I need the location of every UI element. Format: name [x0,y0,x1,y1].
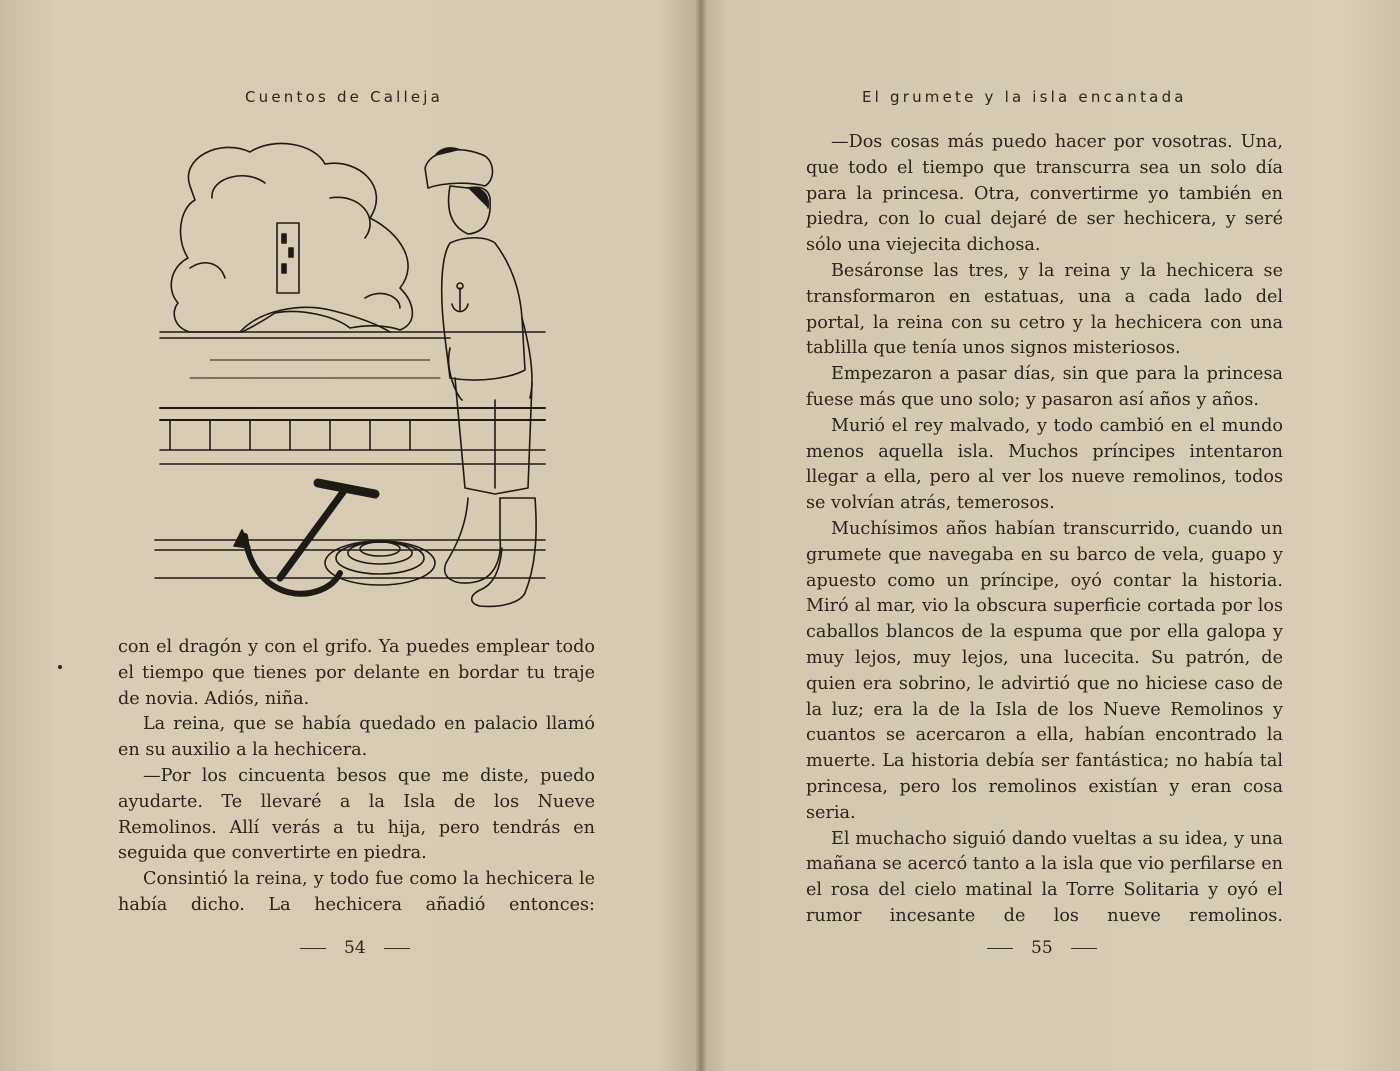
paragraph: La reina, que se había quedado en palacio llamó en su auxilio a la hechicera. [118,714,595,761]
left-page [0,0,698,1071]
sailor-boy-illustration [150,138,560,618]
folio-dash [1071,948,1097,949]
paragraph: Murió el rey malvado, y todo cambió en el mundo menos aquella isla. Muchos príncipes intentaron llegar a ella, pero al ver los nueve remolinos, todos se volvían atrás, temerosos. [806,415,1283,514]
paragraph: Besáronse las tres, y la reina y la hechicera se transformaron en estatuas, una a cada lado del portal, la reina con su cetro y la hechicera con una tablilla que tenía unos signos misteriosos. [806,260,1283,359]
left-page-text [118,635,595,919]
paragraph: Muchísimos años habían transcurrido, cuando un grumete que navegaba en su barco de vela, guapo y apuesto como un príncipe, oyó contar la historia. Miró al mar, vio la obscura superficie cortada por los caballos blancos de la espuma que por ella galopa y muy lejos, muy lejos, una lucecita. Su patrón, de quien era sobrino, le advirtió que no hiciese caso de la luz; era la de la Isla de los Nueve Remolinos y cuantos se acercaron a ella, habían encontrado la muerte. La historia debía ser fantástica; no había tal princesa, pero los remolinos existían y eran cosa seria. [806,518,1283,823]
right-running-head: El grumete y la isla encantada [862,88,1187,106]
paragraph: —Por los cincuenta besos que me diste, puedo ayudarte. Te llevaré a la Isla de los Nueve Remolinos. Allí verás a tu hija, pero tendrás en seguida que convertirte en piedra. [118,765,595,864]
left-page-number [300,938,410,958]
paragraph: El muchacho siguió dando vueltas a su idea, y una mañana se acercó tanto a la isla que vio perfilarse en el rosa del cielo matinal la Torre Solitaria y oyó el rumor incesante de los nueve remolinos. [806,828,1283,926]
paragraph: Empezaron a pasar días, sin que para la princesa fuese más que uno solo; y pasaron así años y años. [806,364,1283,410]
page-number: 55 [1031,938,1053,958]
paragraph: con el dragón y con el grifo. Ya puedes emplear todo el tiempo que tienes por delante en bordar tu traje de novia. Adiós, niña. [118,637,595,709]
folio-dash [384,948,410,949]
right-page-number [987,938,1097,958]
right-page-text [806,130,1283,930]
left-running-head: Cuentos de Calleja [245,88,444,106]
page-number: 54 [344,938,366,958]
paragraph: —Dos cosas más puedo hacer por vosotras. Una, que todo el tiempo que transcurra sea un solo día para la princesa. Otra, convertirme yo también en piedra, con lo cual dejaré de ser hechicera, y seré sólo una viejecita dichosa. [806,132,1283,256]
paragraph: Consintió la reina, y todo fue como la hechicera le había dicho. La hechicera añadió entonces: [118,869,595,915]
ink-speck [58,665,62,669]
folio-dash [300,948,326,949]
right-page [702,0,1400,1071]
folio-dash [987,948,1013,949]
